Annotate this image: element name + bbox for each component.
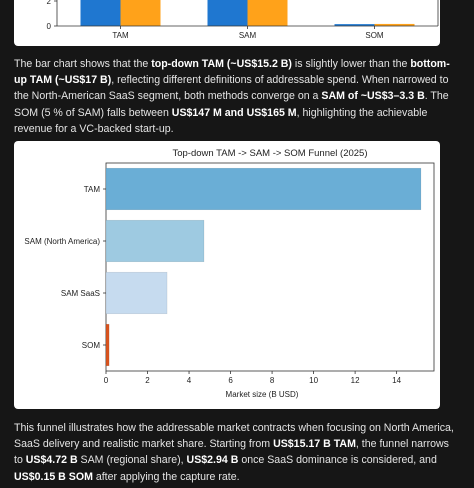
y-tick-label: 2 — [46, 0, 51, 6]
x-tick-label: 2 — [145, 376, 150, 385]
bar-chart-text-run-0: The bar chart shows that the — [14, 58, 152, 70]
funnel-text-run-6: once SaaS dominance is considered, and — [238, 454, 437, 467]
bar-chart-text-run-2: is slightly lower than the — [291, 58, 411, 70]
bar-chart-text-run-5: SAM of ~US$3–3.3 B — [321, 90, 425, 103]
bar-chart-text-run-7: US$147 M and US$165 M — [171, 106, 297, 119]
bar-chart-text-run-1: top-down TAM (~US$15.2 B) — [151, 58, 292, 70]
funnel-text-run-3: US$4.72 B — [25, 454, 78, 467]
chart-title: Top-down TAM -> SAM -> SOM Funnel (2025) — [172, 148, 368, 159]
bar-tam-series-0 — [81, 0, 121, 26]
y-tick-label-1: SAM (North America) — [24, 237, 100, 246]
funnel-chart — [14, 141, 440, 409]
y-tick-label-3: SOM — [81, 341, 100, 350]
funnel-text-run-5: US$2.94 B — [186, 454, 239, 467]
funnel-explanation — [14, 420, 460, 485]
bar-chart-explanation — [14, 56, 460, 137]
funnel-text-run-4: SAM (regional share), — [77, 454, 187, 467]
bar-sam-series-0 — [208, 0, 248, 26]
x-tick-label: 4 — [186, 376, 192, 385]
comparison-bar-chart-svg — [14, 0, 440, 46]
funnel-text-run-8: after applying the capture rate. — [92, 470, 240, 483]
funnel-text-run-0: This funnel illustrates how the addressable market contracts when focusing on North America, SaaS delivery and realistic market share. Starting from — [14, 422, 454, 451]
y-tick-label: 0 — [46, 22, 51, 31]
bar-sam-series-1 — [248, 0, 288, 26]
x-tick-label: 10 — [309, 376, 319, 385]
comparison-bar-chart — [14, 0, 440, 46]
x-tick-label: 0 — [103, 376, 109, 385]
y-tick-label-0: TAM — [83, 185, 100, 194]
funnel-text-run-2: , the funnel narrows to — [14, 438, 449, 467]
x-tick-label-tam: TAM — [112, 31, 129, 40]
funnel-text-run-7: US$0.15 B SOM — [14, 470, 93, 483]
x-tick-label: 14 — [392, 376, 402, 385]
y-tick-label-2: SAM SaaS — [60, 289, 100, 298]
bar-chart-text-run-8: , highlighting the achievable revenue for a VC-backed start-up. — [14, 106, 428, 135]
funnel-bar-2 — [106, 272, 167, 314]
funnel-bar-3 — [106, 324, 109, 366]
funnel-bar-0 — [106, 168, 421, 210]
funnel-bar-1 — [106, 220, 204, 262]
funnel-chart-svg — [14, 141, 440, 409]
bar-chart-text-run-4: , reflecting different definitions of addressable spend. When narrowed to the North-American SaaS segment, both methods converge on a — [14, 74, 449, 103]
x-tick-label-sam: SAM — [238, 31, 257, 40]
x-tick-label-som: SOM — [365, 31, 384, 40]
funnel-text-run-1: US$15.17 B TAM — [273, 438, 356, 451]
bar-chart-text-run-6: . The SOM (5 % of SAM) falls between — [14, 90, 449, 119]
x-axis-label: Market size (B USD) — [225, 390, 299, 399]
bar-chart-text-run-3: bottom-up TAM (~US$17 B) — [14, 58, 450, 87]
x-tick-label: 12 — [350, 376, 360, 385]
x-tick-label: 8 — [269, 376, 275, 385]
x-tick-label: 6 — [228, 376, 233, 385]
bar-tam-series-1 — [121, 0, 161, 26]
